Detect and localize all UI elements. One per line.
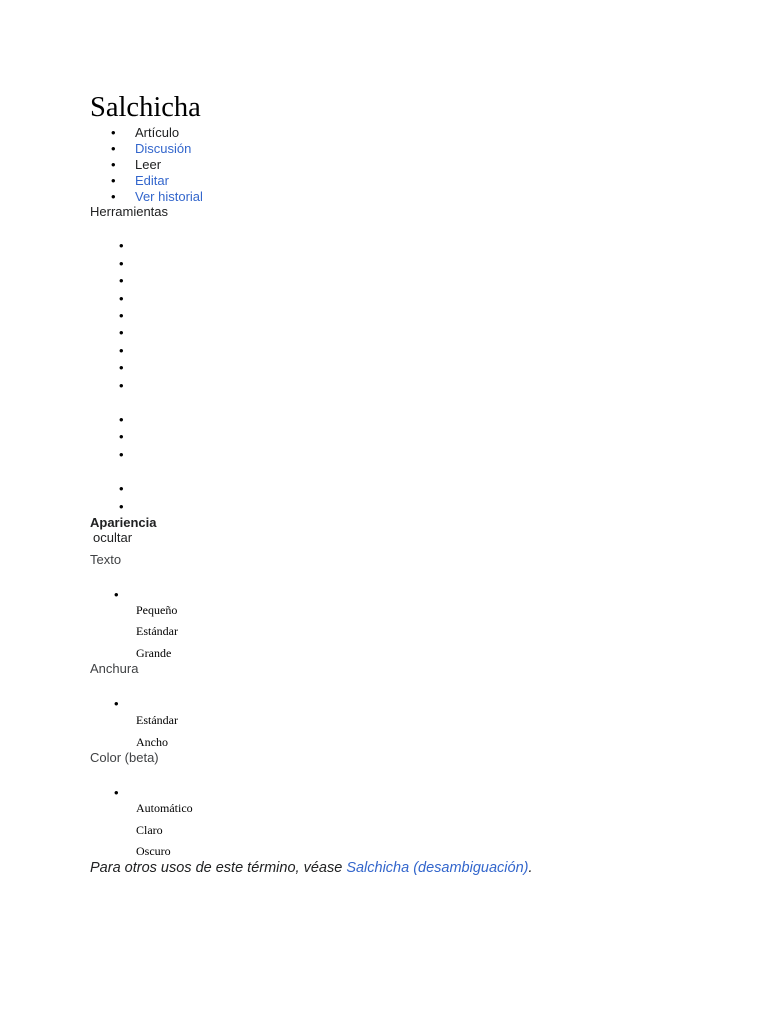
tab-history[interactable]	[90, 189, 203, 205]
tab-article[interactable]	[90, 125, 203, 141]
tools-menu-toggle[interactable]: Herramientas	[90, 204, 169, 219]
color-bullet: •	[114, 785, 119, 800]
tab-discussion-label[interactable]: Discusión	[135, 141, 192, 156]
tab-edit[interactable]	[90, 173, 203, 189]
tab-history-label[interactable]: Ver historial	[135, 189, 203, 204]
text-size-option-small[interactable]: Pequeño	[136, 603, 178, 617]
color-option-dark[interactable]: Oscuro	[136, 844, 171, 858]
tools-item[interactable]: •	[119, 238, 124, 253]
tools-item[interactable]: •	[119, 412, 124, 427]
tools-item[interactable]: •	[119, 481, 124, 496]
tools-item[interactable]: •	[119, 378, 124, 393]
color-option-auto[interactable]: Automático	[136, 801, 193, 815]
tools-item[interactable]: •	[119, 343, 124, 358]
tools-item[interactable]: •	[119, 256, 124, 271]
page-title: Salchicha	[90, 92, 201, 123]
tools-item[interactable]: •	[119, 499, 124, 514]
text-size-option-large[interactable]: Grande	[136, 646, 172, 660]
appearance-heading: Apariencia	[90, 515, 157, 530]
tools-item[interactable]: •	[119, 291, 124, 306]
tools-item[interactable]: •	[119, 447, 124, 462]
disambiguation-link[interactable]: Salchicha (desambiguación)	[346, 860, 529, 876]
tab-discussion[interactable]	[90, 141, 203, 157]
text-size-bullet: •	[114, 587, 119, 602]
tab-read-label: Leer	[135, 157, 162, 172]
text-size-option-standard[interactable]: Estándar	[136, 624, 178, 638]
color-option-light[interactable]: Claro	[136, 823, 163, 837]
tab-edit-label[interactable]: Editar	[135, 173, 169, 188]
tab-article-label: Artículo	[135, 125, 180, 140]
hatnote-period: .	[528, 860, 533, 876]
hatnote-text: Para otros usos de este término, véase	[90, 860, 347, 876]
width-option-wide[interactable]: Ancho	[136, 735, 168, 749]
tools-item[interactable]: •	[119, 360, 124, 375]
tools-item[interactable]: •	[119, 308, 124, 323]
tools-item[interactable]: •	[119, 325, 124, 340]
color-label: Color (beta)	[90, 750, 159, 765]
tools-item[interactable]: •	[119, 429, 124, 444]
appearance-hide-button[interactable]: ocultar	[93, 530, 133, 545]
tab-read[interactable]	[90, 157, 203, 173]
tools-item[interactable]: •	[119, 273, 124, 288]
page-views-list	[90, 125, 203, 205]
text-size-label: Texto	[90, 552, 122, 567]
width-option-standard[interactable]: Estándar	[136, 713, 178, 727]
width-bullet: •	[114, 696, 119, 711]
hatnote	[90, 859, 533, 877]
width-label: Anchura	[90, 661, 139, 676]
